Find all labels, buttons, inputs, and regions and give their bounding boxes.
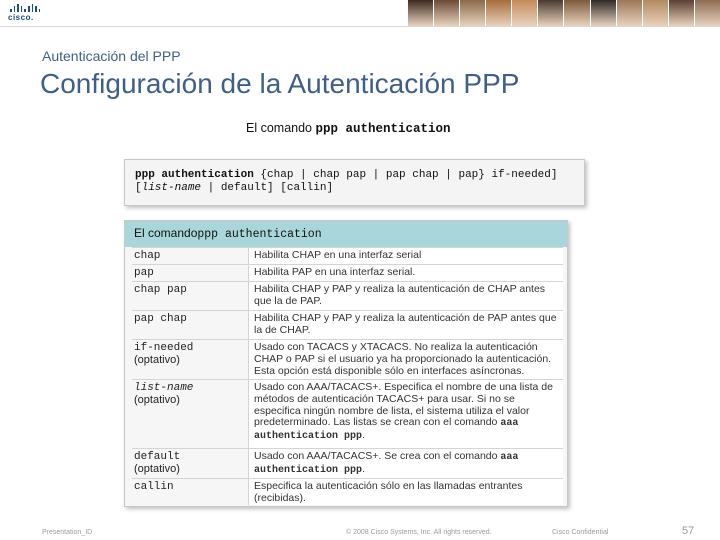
cisco-logo: [8, 4, 42, 22]
param-cell: [132, 265, 246, 281]
footer-copyright: © 2008 Cisco Systems, Inc. All rights reserved.: [346, 529, 492, 536]
syntax-rest: | default] [callin]: [201, 182, 334, 194]
param-cell: [132, 340, 246, 379]
table-row: [132, 247, 563, 264]
table-row: [132, 379, 563, 448]
banner-photo: [617, 0, 642, 26]
syntax-bracket: [: [135, 182, 142, 194]
param-name: default: [134, 451, 181, 463]
param-name: pap chap: [134, 313, 187, 325]
banner-photo: [643, 0, 668, 26]
table-header: [125, 221, 567, 247]
table-row: [132, 339, 563, 379]
table-row: [132, 264, 563, 281]
table-row: [132, 310, 563, 339]
banner-photo: [695, 0, 720, 26]
description-text: Usado con AAA/TACACS+. Especifica el nombre de una lista de métodos de autenticación TACACS+ para usar. Si no se especifica ningún nombre de lista, el sistema utiliza el valor predeterminado. Las listas se crean con el comando: [254, 381, 553, 429]
description-cell: Habilita CHAP en una interfaz serial: [248, 248, 563, 264]
syntax-if-needed: if-needed]: [484, 169, 558, 181]
param-name: pap: [134, 267, 154, 279]
syntax-box: [124, 159, 585, 206]
command-label: [246, 121, 451, 136]
description-command: aaa authentication ppp: [254, 452, 519, 476]
description-end: .: [362, 462, 365, 475]
param-name: if-needed: [134, 342, 194, 354]
param-note: (optativo): [134, 394, 180, 406]
banner-divider: [0, 26, 720, 27]
description-cell: Habilita CHAP y PAP y realiza la autenticación de CHAP antes que la de PAP.: [248, 282, 563, 310]
table-row: [132, 448, 563, 478]
top-banner: [0, 0, 720, 27]
banner-photo: [434, 0, 459, 26]
syntax-command: ppp authentication: [135, 169, 254, 181]
command-label-prefix: El comando: [246, 121, 316, 135]
cisco-logo-text: cisco.: [8, 13, 34, 22]
param-note: (optativo): [134, 463, 180, 475]
syntax-line-2: [135, 182, 574, 195]
banner-photo: [486, 0, 511, 26]
page-number: 57: [682, 525, 695, 537]
description-cell: Usado con TACACS y XTACACS. No realiza la autenticación CHAP o PAP si el usuario ya ha proporcionado la autenticación. Esta opción está disponible sólo en interfaces asíncronas.: [248, 340, 563, 379]
table-header-prefix: El comando: [134, 226, 198, 240]
table-row: [132, 478, 563, 505]
description-cell: Habilita CHAP y PAP y realiza la autenticación de PAP antes que la de CHAP.: [248, 311, 563, 339]
banner-photo: [669, 0, 694, 26]
param-cell: [132, 282, 246, 310]
param-note: (optativo): [134, 354, 180, 366]
table-row: [132, 281, 563, 310]
param-name: chap: [134, 250, 161, 262]
param-cell: [132, 479, 246, 505]
banner-photo: [538, 0, 563, 26]
description-cell: Habilita PAP en una interfaz serial.: [248, 265, 563, 281]
photo-strip: [408, 0, 720, 26]
table-header-command: ppp authentication: [197, 228, 322, 241]
param-name: callin: [134, 481, 174, 493]
description-end: .: [362, 429, 365, 442]
param-cell: [132, 248, 246, 264]
param-cell: [132, 311, 246, 339]
section-subtitle: Autenticación del PPP: [42, 48, 181, 64]
syntax-line-1: [135, 169, 574, 182]
syntax-list-name: list-name: [141, 182, 202, 194]
description-command: aaa authentication ppp: [254, 418, 519, 443]
banner-photo: [460, 0, 485, 26]
banner-photo: [408, 0, 433, 26]
table-header-text: [134, 226, 322, 241]
description-text: Usado con AAA/TACACS+. Se crea con el comando: [254, 450, 498, 462]
description-cell: [248, 380, 563, 448]
cisco-logo-bars-icon: [10, 4, 42, 12]
param-cell: [132, 380, 246, 448]
parameters-table: [124, 220, 568, 507]
description-cell: Especifica la autenticación sólo en las llamadas entrantes (recibidas).: [248, 479, 563, 505]
page-title: Configuración de la Autenticación PPP: [40, 68, 520, 99]
banner-photo: [564, 0, 589, 26]
param-name: chap pap: [134, 284, 187, 296]
command-label-command: ppp authentication: [315, 122, 451, 136]
description-cell: [248, 449, 563, 478]
param-name: list-name: [134, 382, 194, 394]
footer-confidential: Cisco Confidential: [552, 529, 609, 536]
param-cell: [132, 449, 246, 478]
footer-presentation-id: Presentation_ID: [42, 529, 93, 536]
banner-photo: [512, 0, 537, 26]
syntax-options: {chap | chap pap | pap chap | pap}: [253, 169, 485, 181]
banner-photo: [591, 0, 616, 26]
